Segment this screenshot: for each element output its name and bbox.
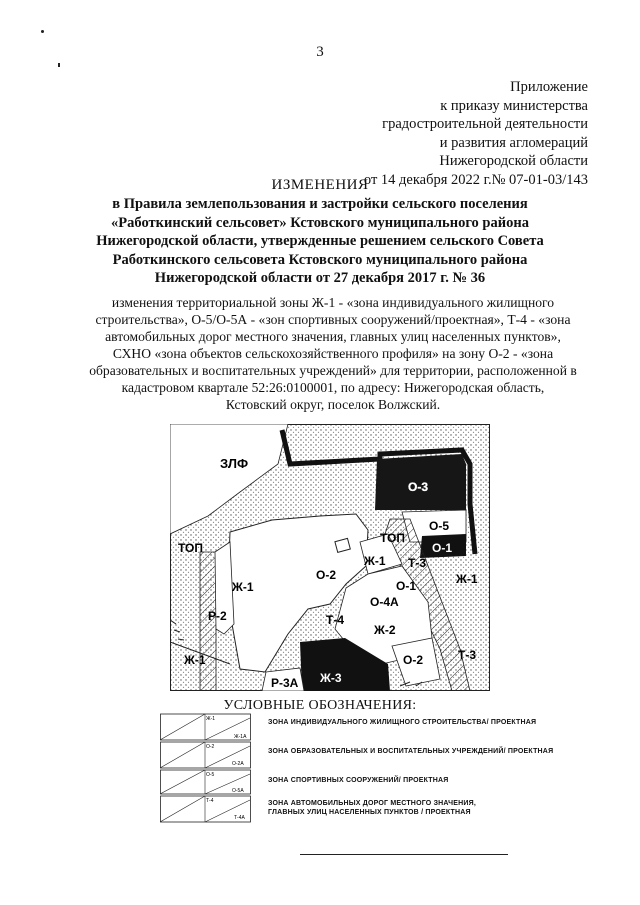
legend-swatch-o5 — [160, 770, 251, 794]
label-t4: Т-4 — [326, 613, 344, 627]
label-o4a: О-4А — [370, 595, 399, 609]
legend-swatch-o2 — [160, 742, 251, 768]
description-line: изменения территориальной зоны Ж-1 - «зона индивидуального жилищного — [111, 295, 555, 310]
appendix-line: Нижегородской области — [439, 153, 588, 170]
appendix-block — [364, 78, 588, 190]
description-line: СХНО «зона объектов сельскохозяйственного профиля» на зону О-2 - «зона — [112, 346, 554, 361]
label-zlf: ЗЛФ — [220, 456, 249, 471]
legend-code: Ж-1 — [206, 716, 216, 722]
description-line: строительства», О-5/О-5А - «зон спортивных сооружений/проектная», Т-4 - «зона — [95, 312, 571, 327]
subtitle-line: Нижегородской области, утвержденные решением сельского Совета — [96, 233, 544, 249]
scan-speck — [41, 30, 44, 33]
label-o5: О-5 — [429, 519, 450, 533]
legend-item-zh1: ЗОНА ИНДИВИДУАЛЬНОГО ЖИЛИЩНОГО СТРОИТЕЛЬСТВА/ ПРОЕКТНАЯ — [268, 719, 537, 726]
legend-code: О-2 — [206, 744, 215, 750]
change-description — [88, 294, 578, 413]
description-line: Кстовский округ, поселок Волжский. — [225, 397, 441, 412]
description-line: автомобильных дорог местного значения, главных улиц населенных пунктов», — [105, 329, 561, 344]
label-o1: О-1 — [396, 579, 417, 593]
label-o1-dark: О-1 — [432, 541, 453, 555]
legend-code: Ж-1А — [234, 734, 247, 740]
description-line: кадастровом квартале 52:26:0100001, по адресу: Нижегородская область, — [121, 380, 545, 395]
legend-code: О-5А — [232, 788, 244, 794]
subtitle-line: Нижегородской области от 27 декабря 2017 г. № 36 — [154, 270, 486, 286]
page-number: 3 — [316, 44, 324, 60]
appendix-line: и развития агломераций — [439, 134, 588, 151]
label-zh1-bottom: Ж-1 — [184, 653, 206, 667]
label-t3-lower: Т-3 — [458, 648, 476, 662]
legend-item-o5: ЗОНА СПОРТИВНЫХ СООРУЖЕНИЙ/ ПРОЕКТНАЯ — [268, 777, 449, 784]
scan-speck — [58, 63, 60, 67]
label-r2: Р-2 — [208, 609, 227, 623]
label-top-left: ТОП — [178, 541, 203, 555]
label-o2-lower: О-2 — [403, 653, 424, 667]
subtitle-line: Работкинского сельсовета Кстовского муниципального района — [112, 251, 528, 268]
label-zh3: Ж-3 — [320, 671, 342, 685]
label-top-right: ТОП — [380, 531, 405, 545]
zoning-map — [170, 424, 490, 691]
label-t3-upper: Т-3 — [408, 556, 426, 570]
legend-code: О-5 — [206, 772, 215, 778]
appendix-line: к приказу министерства — [440, 97, 588, 114]
signature-line — [300, 854, 508, 855]
label-zh1-left: Ж-1 — [232, 580, 254, 594]
legend-code: Т-4А — [234, 815, 245, 821]
legend-code: О-2А — [232, 761, 244, 767]
label-o2-center: О-2 — [316, 568, 337, 582]
appendix-line: градостроительной деятельности — [382, 116, 588, 133]
appendix-line: от 14 декабря 2022 г.№ 07-01-03/143 — [363, 171, 588, 188]
label-zh1-mid: Ж-1 — [364, 554, 386, 568]
legend-item-o2: ЗОНА ОБРАЗОВАТЕЛЬНЫХ И ВОСПИТАТЕЛЬНЫХ УЧРЕЖДЕНИЙ/ ПРОЕКТНАЯ — [268, 748, 554, 755]
document-subtitle — [90, 195, 550, 288]
subtitle-line: «Работкинский сельсовет» Кстовского муниципального района — [111, 214, 529, 231]
document-title: ИЗМЕНЕНИЯ — [271, 177, 369, 193]
legend-swatch-zh1 — [160, 714, 251, 740]
label-o3: О-3 — [408, 480, 429, 494]
legend-swatch-t4 — [160, 796, 251, 822]
subtitle-line: в Правила землепользования и застройки сельского поселения — [112, 196, 528, 212]
appendix-line: Приложение — [510, 79, 588, 95]
legend-item-t4: ЗОНА АВТОМОБИЛЬНЫХ ДОРОГ МЕСТНОГО ЗНАЧЕНИЯ, — [268, 800, 476, 807]
legend-code: Т-4 — [206, 798, 214, 804]
legend-swatches — [160, 712, 252, 824]
description-line: образовательных и воспитательных учреждений» для территории, расположенной в — [89, 363, 577, 378]
legend-item-t4-cont: ГЛАВНЫХ УЛИЦ НАСЕЛЕННЫХ ПУНКТОВ / ПРОЕКТНАЯ — [268, 809, 471, 816]
label-r3a: Р-3А — [271, 676, 299, 690]
label-zh2: Ж-2 — [374, 623, 396, 637]
legend-title: УСЛОВНЫЕ ОБОЗНАЧЕНИЯ: — [223, 698, 417, 713]
label-zh1-right: Ж-1 — [456, 572, 478, 586]
